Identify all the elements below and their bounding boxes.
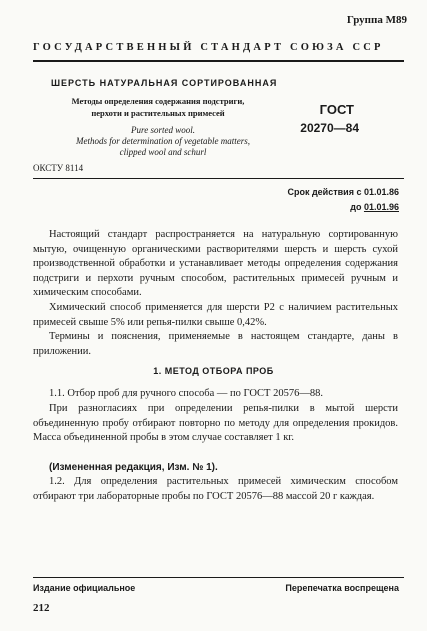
intro-paragraph-2: Химический способ применяется для шерсти Р2 с наличием растительных примесей свыше 5% или репья-пилки свыше 0,42%. — [33, 302, 398, 328]
gost-number: 20270—84 — [300, 121, 359, 135]
subtitle-line-2: перхоти и растительных примесей — [91, 108, 225, 118]
intro-paragraph-1: Настоящий стандарт распространяется на натуральную сортированную мытую, очищенную органическими растворителями шерсть и шерсть сухой производственной обработки и устанавливает методы определения содержания подстриги и перхоти ручным способом, растительных примесей ручным и химическим способами. — [33, 229, 398, 299]
clause-1-2: 1.2. Для определения растительных примесей химическим способом отбирают три лабораторные пробы по ГОСТ 20576—88 массой 20 г каждая. — [33, 476, 398, 502]
official-edition-label: Издание официальное — [33, 583, 136, 593]
reprint-prohibited-label: Перепечатка воспрещена — [285, 583, 399, 593]
english-title-line-2: Methods for determination of vegetable matters, — [76, 136, 250, 146]
page-number: 212 — [33, 602, 50, 614]
subtitle-line-1: Методы определения содержания подстриги, — [71, 96, 245, 106]
validity-start: Срок действия с 01.01.86 — [287, 187, 399, 197]
okstu-code: ОКСТУ 8114 — [33, 163, 84, 173]
validity-until-prefix: до — [350, 202, 364, 212]
gost-label: ГОСТ — [319, 102, 354, 117]
validity-until-date: 01.01.96 — [363, 202, 399, 212]
standard-banner: ГОСУДАРСТВЕННЫЙ СТАНДАРТ СОЮЗА ССР — [33, 42, 384, 53]
footer-divider — [33, 577, 404, 578]
clause-1-1-continued: При разногласиях при определении репья-пилки в мытой шерсти объединенную пробу отбирают повторно по методу для определения прокидов. Масса объединенной пробы в этом случае составляет 1 кг. — [33, 403, 398, 444]
header-divider — [33, 60, 404, 62]
group-code: Группа М89 — [346, 14, 407, 26]
amendment-note: (Измененная редакция, Изм. № 1). — [49, 462, 218, 473]
section-1-title: 1. МЕТОД ОТБОРА ПРОБ — [153, 366, 274, 376]
english-title-line-1: Pure sorted wool. — [131, 125, 195, 135]
intro-paragraph-3: Термины и пояснения, применяемые в настоящем стандарте, даны в приложении. — [33, 331, 398, 357]
okstu-divider — [33, 178, 404, 179]
validity-end — [350, 202, 399, 212]
document-title: ШЕРСТЬ НАТУРАЛЬНАЯ СОРТИРОВАННАЯ — [51, 78, 278, 88]
clause-1-1: 1.1. Отбор проб для ручного способа — по ГОСТ 20576—88. — [49, 388, 323, 399]
english-title-line-3: clipped wool and schurl — [119, 147, 207, 157]
